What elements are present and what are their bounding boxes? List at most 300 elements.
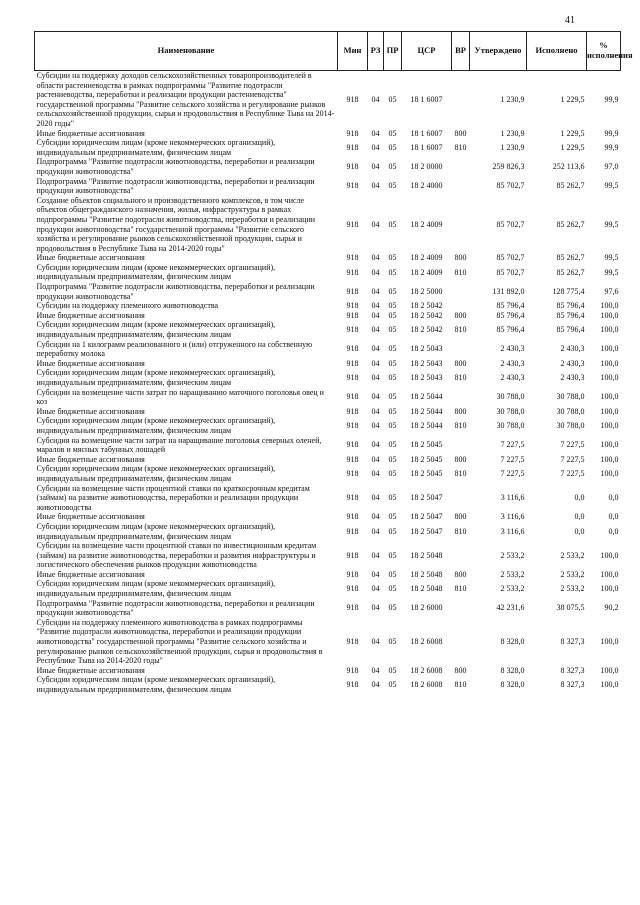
table-row	[35, 570, 621, 580]
cell-rz: 04	[371, 219, 380, 229]
cell-csr: 18 2 5042	[410, 301, 443, 311]
cell-csr: 18 1 6007	[410, 128, 443, 138]
table-row	[35, 675, 621, 694]
cell-pct: 0,0	[608, 526, 619, 536]
cell-executed: 7 227,5	[560, 469, 585, 479]
header-executed: Исполнено	[527, 32, 587, 71]
cell-min: 918	[346, 392, 359, 402]
cell-pct: 99,9	[604, 142, 619, 152]
cell-rz: 04	[371, 569, 380, 579]
cell-pr: 05	[388, 219, 397, 229]
cell-name: Субсидии на поддержку племенного животноводства	[36, 301, 219, 311]
cell-name: Субсидии на возмещение части затрат по наращиванию маточного поголовья овец и коз	[36, 387, 324, 407]
cell-pct: 100,0	[600, 680, 619, 690]
cell-pr: 05	[388, 325, 397, 335]
cell-pct: 100,0	[600, 584, 619, 594]
cell-pct: 100,0	[600, 310, 619, 320]
cell-min: 918	[346, 267, 359, 277]
cell-name: Подпрограмма "Развитие подотрасли животноводства, переработки и реализации продукции животноводства"	[36, 176, 315, 196]
cell-rz: 04	[371, 665, 380, 675]
cell-min: 918	[346, 373, 359, 383]
cell-name: Иные бюджетные ассигнования	[36, 253, 145, 263]
cell-csr: 18 2 5044	[410, 392, 443, 402]
cell-approved: 2 430,3	[500, 373, 525, 383]
cell-min: 918	[346, 219, 359, 229]
cell-min: 918	[346, 512, 359, 522]
cell-name: Создание объектов социального и производственного комплексов, в том числе объектов общегражданского назначения, жилья, инфраструктуры в рамках подпрограммы "Развитие подотрасли животноводства, переработки и реализации продукции животноводства" государственной программы "Развитие сельского хозяйства и регулирование рынков сельскохозяйственной продукции, сырья и продовольствия в Республике Тыва на 2014-2020 годы"	[36, 195, 316, 253]
cell-pct: 100,0	[600, 421, 619, 431]
header-csr: ЦСР	[402, 32, 452, 71]
table-row	[35, 388, 621, 407]
cell-vr	[452, 282, 470, 301]
cell-name: Иные бюджетные ассигнования	[36, 454, 145, 464]
cell-approved: 85 702,7	[496, 267, 525, 277]
cell-pct: 100,0	[600, 358, 619, 368]
cell-pr: 05	[388, 584, 397, 594]
cell-csr: 18 2 5045	[410, 454, 443, 464]
cell-rz: 04	[371, 584, 380, 594]
cell-vr	[452, 71, 470, 129]
cell-rz: 04	[371, 301, 380, 311]
cell-min: 918	[346, 142, 359, 152]
cell-rz: 04	[371, 454, 380, 464]
cell-rz: 04	[371, 440, 380, 450]
table-row	[35, 177, 621, 196]
cell-approved: 3 116,6	[500, 512, 525, 522]
cell-executed: 85 262,7	[556, 253, 585, 263]
cell-pr: 05	[388, 421, 397, 431]
cell-pct: 100,0	[600, 469, 619, 479]
cell-name: Иные бюджетные ассигнования	[36, 569, 145, 579]
cell-rz: 04	[371, 162, 380, 172]
cell-rz: 04	[371, 406, 380, 416]
cell-vr	[452, 599, 470, 618]
table-row	[35, 71, 621, 129]
table-row	[35, 416, 621, 435]
cell-pct: 100,0	[600, 325, 619, 335]
cell-vr: 800	[454, 358, 467, 368]
cell-min: 918	[346, 406, 359, 416]
cell-executed: 85 262,7	[556, 267, 585, 277]
cell-approved: 7 227,5	[500, 454, 525, 464]
cell-pct: 100,0	[600, 637, 619, 647]
cell-pct: 100,0	[600, 344, 619, 354]
cell-pct: 100,0	[600, 665, 619, 675]
cell-rz: 04	[371, 267, 380, 277]
cell-approved: 8 328,0	[500, 665, 525, 675]
table-row	[35, 129, 621, 139]
cell-csr: 18 2 4009	[410, 253, 443, 263]
table-row	[35, 464, 621, 483]
cell-executed: 30 788,0	[556, 421, 585, 431]
cell-pct: 100,0	[600, 301, 619, 311]
cell-vr: 800	[454, 253, 467, 263]
cell-executed: 0,0	[574, 493, 585, 503]
cell-name: Субсидия на возмещение части затрат на наращивание поголовья северных оленей, маралов и мясных табунных лошадей	[36, 435, 322, 455]
cell-csr: 18 2 6000	[410, 603, 443, 613]
cell-csr: 18 2 5044	[410, 421, 443, 431]
cell-executed: 8 327,3	[560, 680, 585, 690]
cell-vr: 800	[454, 406, 467, 416]
cell-pr: 05	[388, 142, 397, 152]
cell-pr: 05	[388, 162, 397, 172]
cell-approved: 85 796,4	[496, 325, 525, 335]
cell-executed: 1 229,5	[560, 94, 585, 104]
cell-rz: 04	[371, 373, 380, 383]
cell-approved: 3 116,6	[500, 526, 525, 536]
cell-executed: 8 327,3	[560, 637, 585, 647]
cell-rz: 04	[371, 493, 380, 503]
cell-approved: 1 230,9	[500, 94, 525, 104]
cell-pr: 05	[388, 454, 397, 464]
table-row	[35, 311, 621, 321]
cell-approved: 85 796,4	[496, 301, 525, 311]
cell-executed: 7 227,5	[560, 454, 585, 464]
cell-approved: 85 702,7	[496, 253, 525, 263]
cell-vr	[452, 618, 470, 666]
table-row	[35, 253, 621, 263]
cell-executed: 38 075,5	[556, 603, 585, 613]
table-body	[35, 71, 621, 695]
cell-vr	[452, 484, 470, 513]
cell-csr: 18 2 4000	[410, 181, 443, 191]
cell-pr: 05	[388, 181, 397, 191]
cell-name: Субсидии юридическим лицам (кроме некоммерческих организаций), индивидуальным предпринимателям, физическим лицам	[36, 368, 276, 387]
cell-name: Иные бюджетные ассигнования	[36, 665, 145, 675]
cell-approved: 8 328,0	[500, 680, 525, 690]
cell-name: Субсидии юридическим лицам (кроме некоммерческих организаций), индивидуальным предпринимателям, физическим лицам	[36, 416, 276, 435]
cell-rz: 04	[371, 358, 380, 368]
cell-rz: 04	[371, 128, 380, 138]
cell-min: 918	[346, 440, 359, 450]
cell-csr: 18 2 5044	[410, 406, 443, 416]
cell-name: Субсидии юридическим лицам (кроме некоммерческих организаций), индивидуальным предпринимателям, физическим лицам	[36, 464, 276, 483]
cell-approved: 30 788,0	[496, 392, 525, 402]
table-row	[35, 340, 621, 359]
cell-name: Подпрограмма "Развитие подотрасли животноводства, переработки и реализации продукции животноводства"	[36, 598, 315, 618]
cell-csr: 18 2 4009	[410, 219, 443, 229]
cell-pr: 05	[388, 392, 397, 402]
cell-executed: 2 533,2	[560, 550, 585, 560]
cell-approved: 3 116,6	[500, 493, 525, 503]
cell-executed: 85 262,7	[556, 219, 585, 229]
cell-pct: 99,5	[604, 267, 619, 277]
cell-vr: 800	[454, 665, 467, 675]
cell-pr: 05	[388, 286, 397, 296]
cell-name: Субсидии юридическим лицам (кроме некоммерческих организаций), индивидуальным предпринимателям, физическим лицам	[36, 320, 276, 340]
table-row	[35, 138, 621, 157]
cell-csr: 18 2 6008	[410, 637, 443, 647]
table-row	[35, 455, 621, 465]
table-row	[35, 368, 621, 387]
cell-min: 918	[346, 603, 359, 613]
page-number: 41	[565, 15, 575, 26]
cell-vr: 800	[454, 128, 467, 138]
table-row	[35, 320, 621, 339]
cell-approved: 30 788,0	[496, 406, 525, 416]
cell-executed: 8 327,3	[560, 665, 585, 675]
cell-pr: 05	[388, 253, 397, 263]
cell-approved: 2 533,2	[500, 569, 525, 579]
cell-csr: 18 1 6007	[410, 142, 443, 152]
cell-pr: 05	[388, 128, 397, 138]
cell-csr: 18 2 5000	[410, 286, 443, 296]
cell-name: Субсидии на возмещение части процентной ставки по инвестиционным кредитам (займам) на развитие животноводства, переработки и развития инфраструктуры и логистического обеспечения рынков продукции животноводства	[36, 541, 317, 570]
cell-pct: 99,9	[604, 94, 619, 104]
cell-pr: 05	[388, 406, 397, 416]
cell-vr: 810	[454, 526, 467, 536]
cell-executed: 1 229,5	[560, 142, 585, 152]
cell-pct: 99,5	[604, 219, 619, 229]
cell-executed: 252 113,6	[552, 162, 585, 172]
cell-rz: 04	[371, 94, 380, 104]
cell-name: Иные бюджетные ассигнования	[36, 310, 145, 320]
header-approved: Утверждено	[470, 32, 527, 71]
cell-min: 918	[346, 680, 359, 690]
cell-csr: 18 2 6008	[410, 665, 443, 675]
cell-executed: 85 796,4	[556, 310, 585, 320]
cell-csr: 18 2 5042	[410, 310, 443, 320]
cell-approved: 7 227,5	[500, 440, 525, 450]
cell-min: 918	[346, 421, 359, 431]
table-row	[35, 512, 621, 522]
cell-pct: 100,0	[600, 550, 619, 560]
cell-vr	[452, 301, 470, 311]
cell-pct: 100,0	[600, 373, 619, 383]
cell-pct: 100,0	[600, 440, 619, 450]
cell-csr: 18 2 5048	[410, 569, 443, 579]
cell-pr: 05	[388, 267, 397, 277]
cell-executed: 0,0	[574, 512, 585, 522]
cell-min: 918	[346, 94, 359, 104]
cell-pr: 05	[388, 94, 397, 104]
cell-pr: 05	[388, 637, 397, 647]
cell-approved: 85 702,7	[496, 181, 525, 191]
cell-approved: 85 796,4	[496, 310, 525, 320]
cell-csr: 18 2 5048	[410, 550, 443, 560]
cell-pct: 100,0	[600, 454, 619, 464]
cell-rz: 04	[371, 325, 380, 335]
cell-pct: 100,0	[600, 569, 619, 579]
cell-name: Субсидии на поддержку племенного животноводства в рамках подпрограммы "Развитие подотрасли животноводства, переработки и реализации продукции животноводства" государственной программы "Развитие сельского хозяйства и регулирование рынков сельскохозяйственной продукции, сырья и продовольствия в Республике Тыва на 2014-2020 годы"	[36, 617, 323, 666]
cell-name: Иные бюджетные ассигнования	[36, 406, 145, 416]
cell-csr: 18 2 5043	[410, 373, 443, 383]
cell-executed: 2 430,3	[560, 344, 585, 354]
cell-executed: 85 796,4	[556, 301, 585, 311]
cell-pct: 90,2	[604, 603, 619, 613]
cell-pr: 05	[388, 373, 397, 383]
cell-pr: 05	[388, 440, 397, 450]
cell-name: Субсидии юридическим лицам (кроме некоммерческих организаций), индивидуальным предпринимателям, физическим лицам	[36, 138, 276, 157]
table-row	[35, 484, 621, 513]
cell-pr: 05	[388, 344, 397, 354]
cell-rz: 04	[371, 286, 380, 296]
cell-vr: 810	[454, 469, 467, 479]
cell-executed: 0,0	[574, 526, 585, 536]
table-row	[35, 359, 621, 369]
cell-vr: 810	[454, 584, 467, 594]
cell-pr: 05	[388, 301, 397, 311]
cell-rz: 04	[371, 421, 380, 431]
cell-name: Субсидии юридическим лицам (кроме некоммерческих организаций), индивидуальным предпринимателям, физическим лицам	[36, 579, 276, 599]
cell-executed: 128 775,4	[552, 286, 585, 296]
cell-approved: 85 702,7	[496, 219, 525, 229]
table-row	[35, 522, 621, 541]
cell-min: 918	[346, 344, 359, 354]
header-min: Мин	[338, 32, 368, 71]
cell-executed: 2 430,3	[560, 358, 585, 368]
cell-name: Подпрограмма "Развитие подотрасли животноводства, переработки и реализации продукции животноводства"	[36, 282, 315, 301]
cell-vr	[452, 436, 470, 455]
cell-min: 918	[346, 637, 359, 647]
cell-executed: 85 796,4	[556, 325, 585, 335]
cell-executed: 30 788,0	[556, 406, 585, 416]
cell-rz: 04	[371, 637, 380, 647]
cell-vr	[452, 157, 470, 176]
cell-executed: 85 262,7	[556, 181, 585, 191]
cell-pr: 05	[388, 512, 397, 522]
cell-min: 918	[346, 301, 359, 311]
cell-min: 918	[346, 584, 359, 594]
cell-approved: 2 430,3	[500, 344, 525, 354]
cell-approved: 1 230,9	[500, 128, 525, 138]
budget-table	[34, 31, 633, 695]
cell-vr: 810	[454, 267, 467, 277]
cell-executed: 2 533,2	[560, 584, 585, 594]
cell-pr: 05	[388, 493, 397, 503]
cell-min: 918	[346, 310, 359, 320]
cell-rz: 04	[371, 392, 380, 402]
table-row	[35, 618, 621, 666]
cell-vr: 800	[454, 569, 467, 579]
cell-pct: 97,0	[604, 162, 619, 172]
cell-name: Иные бюджетные ассигнования	[36, 512, 145, 522]
cell-vr	[452, 196, 470, 254]
cell-rz: 04	[371, 344, 380, 354]
cell-min: 918	[346, 526, 359, 536]
table-row	[35, 599, 621, 618]
cell-pr: 05	[388, 310, 397, 320]
cell-vr: 810	[454, 421, 467, 431]
cell-pct: 0,0	[608, 512, 619, 522]
cell-approved: 8 328,0	[500, 637, 525, 647]
cell-csr: 18 2 4009	[410, 267, 443, 277]
cell-pr: 05	[388, 358, 397, 368]
cell-min: 918	[346, 358, 359, 368]
cell-vr: 810	[454, 680, 467, 690]
cell-pr: 05	[388, 665, 397, 675]
cell-name: Иные бюджетные ассигнования	[36, 128, 145, 138]
cell-csr: 18 2 5047	[410, 512, 443, 522]
cell-min: 918	[346, 550, 359, 560]
cell-min: 918	[346, 454, 359, 464]
cell-min: 918	[346, 162, 359, 172]
cell-min: 918	[346, 665, 359, 675]
table-row	[35, 196, 621, 254]
cell-approved: 2 430,3	[500, 358, 525, 368]
cell-vr: 810	[454, 373, 467, 383]
cell-min: 918	[346, 493, 359, 503]
table-row	[35, 541, 621, 570]
cell-executed: 30 788,0	[556, 392, 585, 402]
cell-csr: 18 2 5047	[410, 526, 443, 536]
cell-rz: 04	[371, 142, 380, 152]
cell-executed: 2 533,2	[560, 569, 585, 579]
cell-approved: 7 227,5	[500, 469, 525, 479]
cell-pr: 05	[388, 526, 397, 536]
table-row	[35, 301, 621, 311]
cell-min: 918	[346, 325, 359, 335]
table-header-row	[35, 32, 621, 71]
cell-approved: 2 533,2	[500, 550, 525, 560]
cell-pct: 100,0	[600, 406, 619, 416]
header-vr: ВР	[452, 32, 470, 71]
cell-vr	[452, 388, 470, 407]
cell-min: 918	[346, 128, 359, 138]
cell-approved: 259 826,3	[492, 162, 525, 172]
cell-min: 918	[346, 253, 359, 263]
cell-csr: 18 1 6007	[410, 94, 443, 104]
table-row	[35, 666, 621, 676]
cell-csr: 18 2 5045	[410, 440, 443, 450]
cell-rz: 04	[371, 680, 380, 690]
cell-approved: 1 230,9	[500, 142, 525, 152]
cell-csr: 18 2 5047	[410, 493, 443, 503]
cell-csr: 18 2 5042	[410, 325, 443, 335]
cell-approved: 42 231,6	[496, 603, 525, 613]
cell-csr: 18 2 5043	[410, 344, 443, 354]
cell-pr: 05	[388, 469, 397, 479]
cell-csr: 18 2 6008	[410, 680, 443, 690]
cell-approved: 131 892,0	[492, 286, 525, 296]
cell-name: Иные бюджетные ассигнования	[36, 358, 145, 368]
cell-pr: 05	[388, 569, 397, 579]
header-name: Наименование	[35, 32, 338, 71]
table-row	[35, 263, 621, 282]
cell-vr: 810	[454, 142, 467, 152]
cell-pct: 100,0	[600, 392, 619, 402]
cell-csr: 18 2 0000	[410, 162, 443, 172]
cell-rz: 04	[371, 512, 380, 522]
cell-executed: 1 229,5	[560, 128, 585, 138]
cell-vr	[452, 541, 470, 570]
cell-approved: 2 533,2	[500, 584, 525, 594]
cell-vr: 800	[454, 310, 467, 320]
cell-pr: 05	[388, 680, 397, 690]
cell-name: Субсидии юридическим лицам (кроме некоммерческих организаций), индивидуальным предпринимателям, физическим лицам	[36, 675, 276, 694]
cell-rz: 04	[371, 181, 380, 191]
cell-name: Субсидии на поддержку доходов сельскохозяйственных товаропроизводителей в области растениеводства в рамках подпрограммы "Развитие подотрасли растениеводства, переработки и реализации продукции растениеводства" государственной программы "Развитие сельского хозяйства и регулирование рынков сельскохозяйственной продукции, сырья и продовольствия в Республике Тыва на 2014-2020 годы"	[36, 71, 335, 128]
cell-name: Субсидии на возмещение части процентной ставки по краткосрочным кредитам (займам) на развитие животноводства, переработки и реализации продукции животноводства	[36, 483, 310, 512]
cell-csr: 18 2 5048	[410, 584, 443, 594]
cell-pct: 99,5	[604, 253, 619, 263]
cell-pr: 05	[388, 603, 397, 613]
cell-vr: 800	[454, 454, 467, 464]
cell-name: Подпрограмма "Развитие подотрасли животноводства, переработки и реализации продукции животноводства"	[36, 157, 315, 176]
cell-pr: 05	[388, 550, 397, 560]
cell-rz: 04	[371, 526, 380, 536]
cell-rz: 04	[371, 550, 380, 560]
cell-executed: 2 430,3	[560, 373, 585, 383]
cell-min: 918	[346, 469, 359, 479]
cell-min: 918	[346, 181, 359, 191]
cell-pct: 99,9	[604, 128, 619, 138]
cell-rz: 04	[371, 253, 380, 263]
cell-pct: 97,6	[604, 286, 619, 296]
cell-vr: 800	[454, 512, 467, 522]
header-pct: % исполнения	[587, 32, 621, 71]
cell-rz: 04	[371, 310, 380, 320]
